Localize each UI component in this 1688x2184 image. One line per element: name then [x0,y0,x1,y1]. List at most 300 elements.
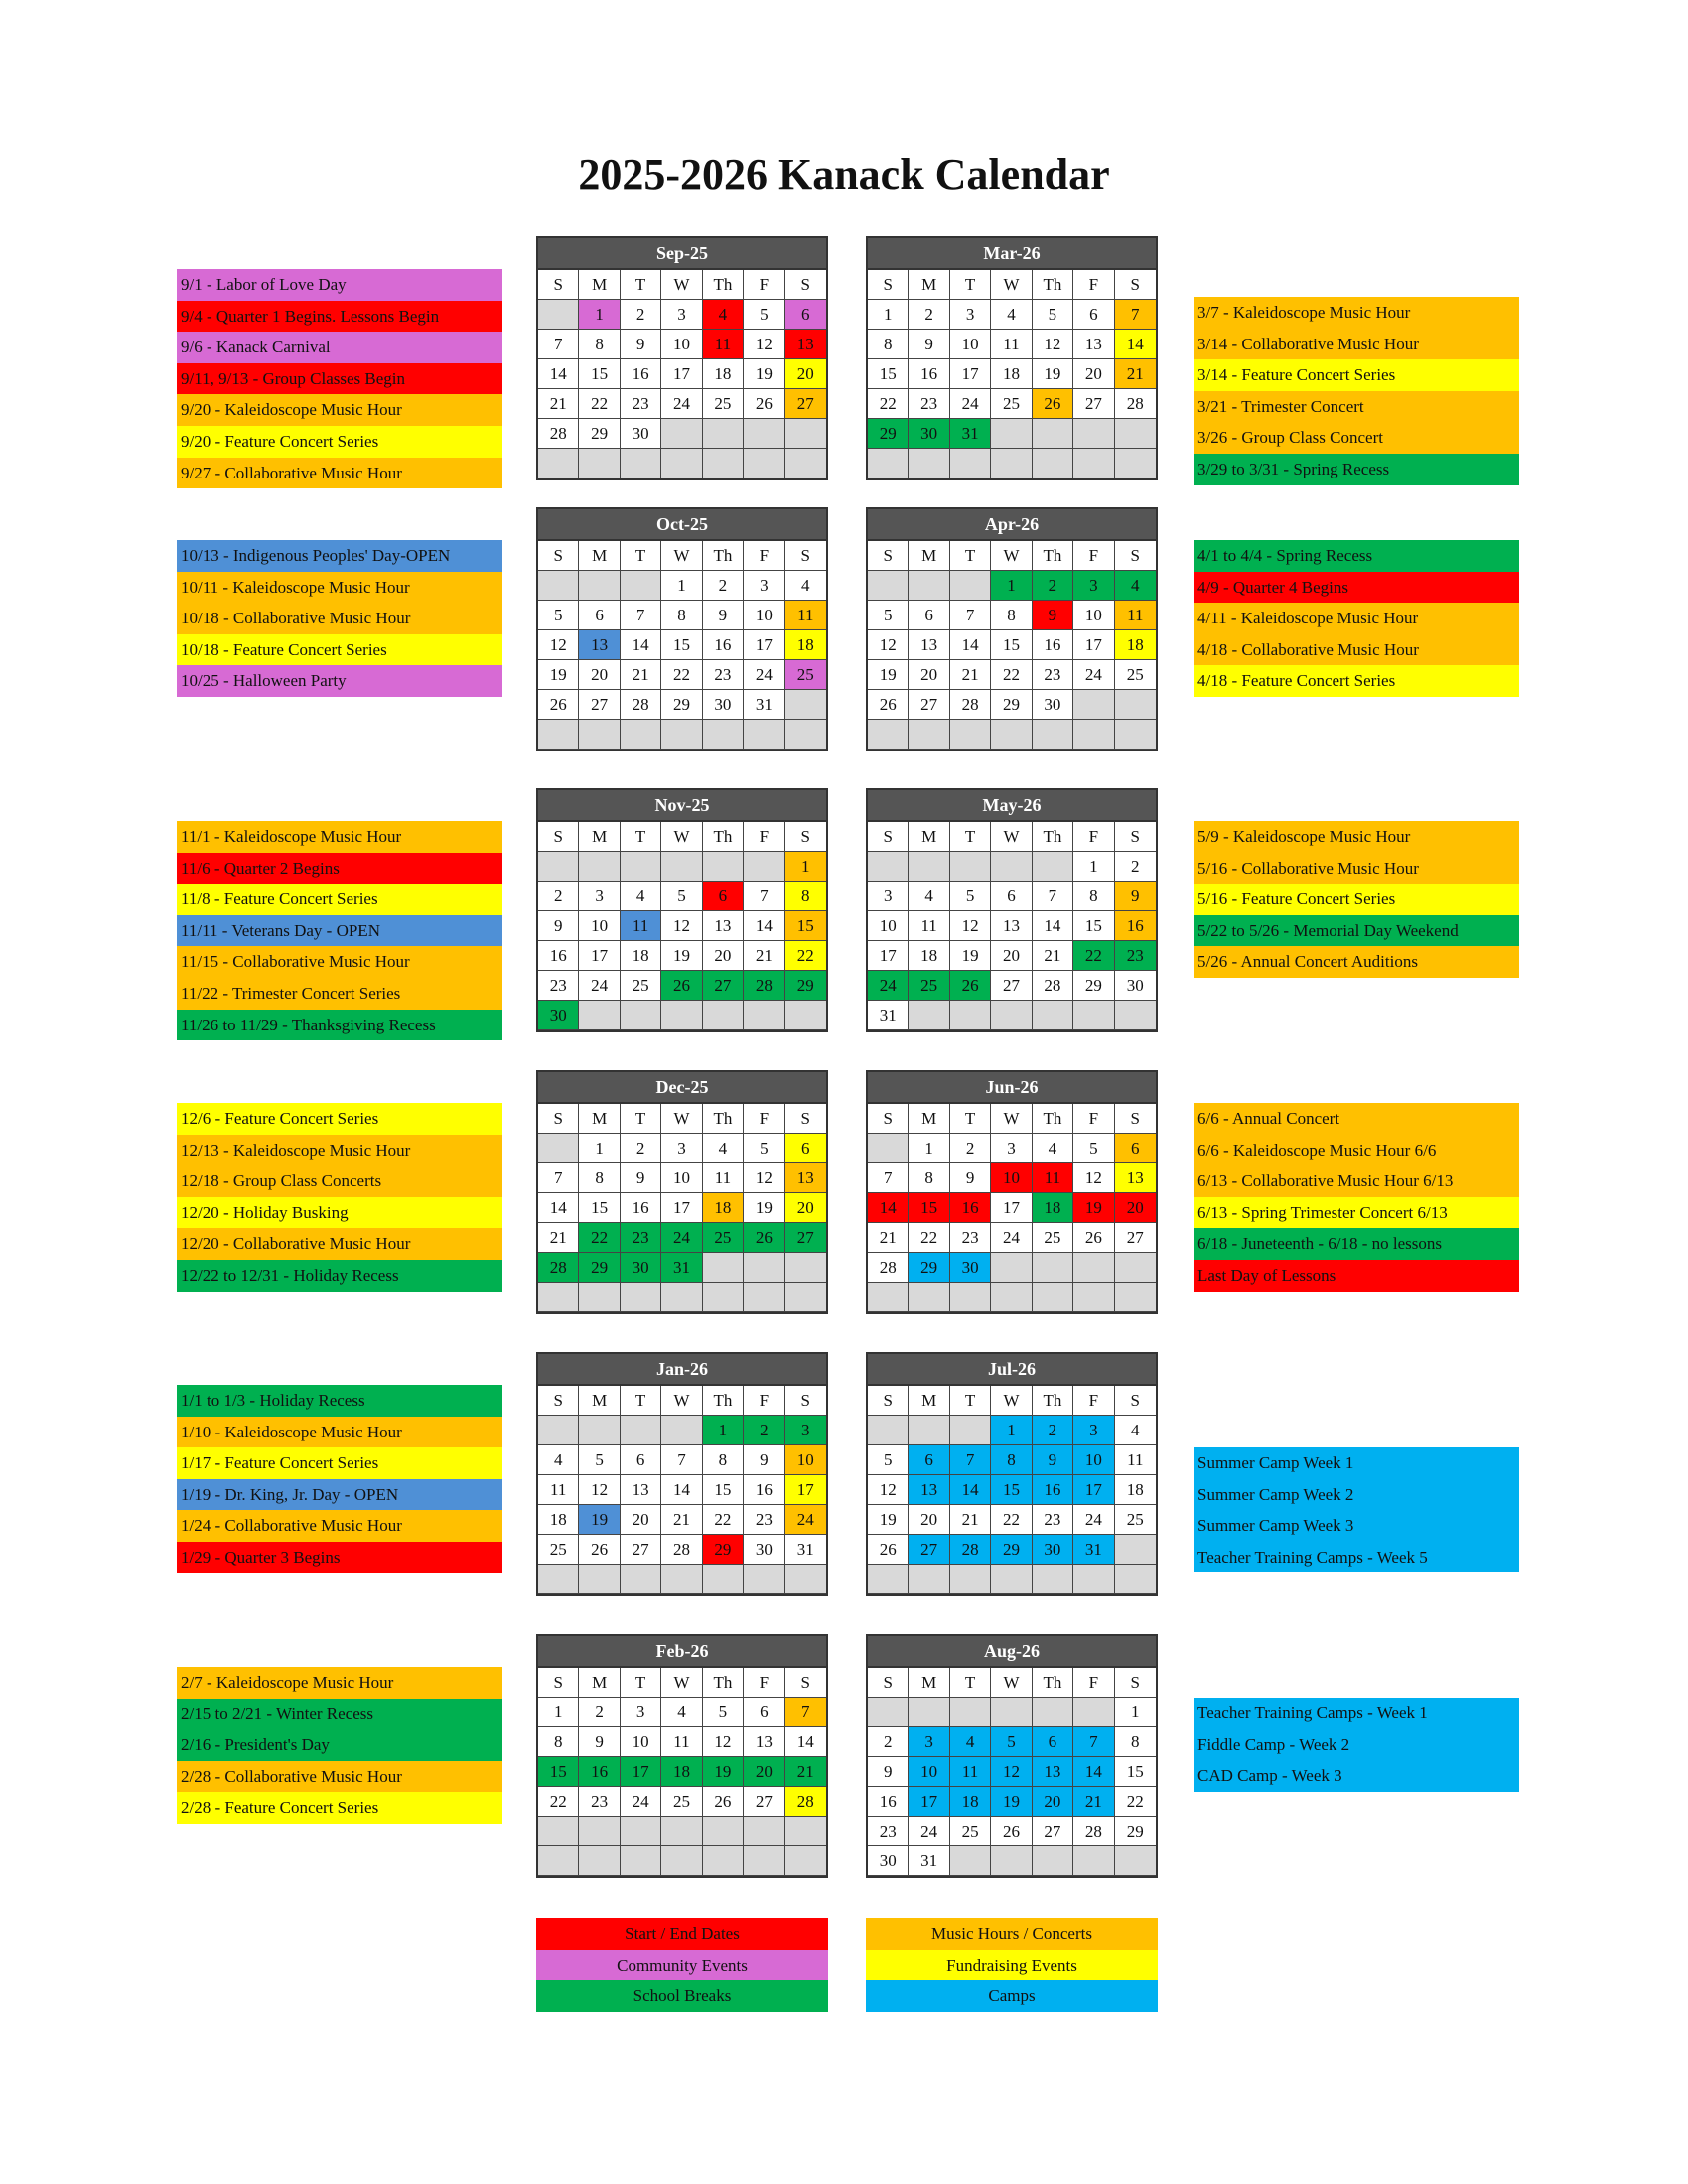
day-cell: 14 [950,1475,991,1505]
day-cell: 31 [909,1846,949,1876]
empty-cell [538,449,579,478]
day-cell: 2 [1033,1416,1073,1445]
day-cell: 10 [1073,601,1114,630]
events-list-jan [177,1385,502,1573]
legend-item: Music Hours / Concerts [866,1918,1158,1950]
day-cell: 25 [703,389,744,419]
day-cell: 26 [538,690,579,720]
month-grid [538,1104,826,1312]
empty-cell [785,1253,826,1283]
month-calendar-dec-25 [536,1070,828,1314]
day-cell: 19 [744,359,784,389]
event-item: 5/22 to 5/26 - Memorial Day Weekend [1194,915,1519,947]
day-cell: 18 [909,941,949,971]
empty-cell [538,1283,579,1312]
day-cell: 13 [1115,1163,1156,1193]
day-cell: 26 [703,1787,744,1817]
events-list-jun [1194,1103,1519,1292]
day-cell: 15 [991,630,1032,660]
weekday-header: W [661,541,702,571]
day-cell: 15 [579,359,620,389]
day-cell: 6 [579,601,620,630]
day-cell: 22 [909,1223,949,1253]
day-cell: 24 [785,1505,826,1535]
day-cell: 3 [785,1416,826,1445]
day-cell: 15 [991,1475,1032,1505]
day-cell: 6 [744,1698,784,1727]
empty-cell [703,1565,744,1594]
day-cell: 11 [950,1757,991,1787]
day-cell: 7 [538,1163,579,1193]
day-cell: 17 [868,941,909,971]
empty-cell [1073,1698,1114,1727]
weekday-header: W [991,1668,1032,1698]
day-cell: 17 [621,1757,661,1787]
event-item: Teacher Training Camps - Week 1 [1194,1698,1519,1729]
empty-cell [744,1565,784,1594]
day-cell: 18 [621,941,661,971]
weekday-header: S [538,541,579,571]
legend-item: Camps [866,1980,1158,2012]
legend-left [536,1918,828,2012]
day-cell: 2 [744,1416,784,1445]
day-cell: 5 [538,601,579,630]
day-cell: 2 [579,1698,620,1727]
empty-cell [661,720,702,750]
event-item: 2/15 to 2/21 - Winter Recess [177,1699,502,1730]
empty-cell [703,1846,744,1876]
day-cell: 11 [538,1475,579,1505]
empty-cell [703,1001,744,1030]
day-cell: 25 [621,971,661,1001]
day-cell: 2 [703,571,744,601]
empty-cell [538,1565,579,1594]
weekday-header: M [579,270,620,300]
day-cell: 15 [538,1757,579,1787]
day-cell: 20 [991,941,1032,971]
empty-cell [909,852,949,882]
day-cell: 2 [1115,852,1156,882]
events-list-aug [1194,1698,1519,1792]
day-cell: 16 [579,1757,620,1787]
day-cell: 12 [991,1757,1032,1787]
empty-cell [1073,1001,1114,1030]
day-cell: 11 [661,1727,702,1757]
day-cell: 8 [1115,1727,1156,1757]
weekday-header: F [744,1104,784,1134]
day-cell: 3 [579,882,620,911]
day-cell: 11 [621,911,661,941]
day-cell: 20 [579,660,620,690]
event-item: 6/6 - Kaleidoscope Music Hour 6/6 [1194,1135,1519,1166]
day-cell: 25 [950,1817,991,1846]
empty-cell [703,720,744,750]
empty-cell [950,1283,991,1312]
empty-cell [744,419,784,449]
empty-cell [1115,1283,1156,1312]
day-cell: 22 [991,660,1032,690]
page-title: 2025-2026 Kanack Calendar [578,150,1110,199]
event-item: 11/22 - Trimester Concert Series [177,978,502,1010]
weekday-header: S [868,1386,909,1416]
day-cell: 10 [744,601,784,630]
empty-cell [579,571,620,601]
empty-cell [661,1416,702,1445]
empty-cell [621,852,661,882]
day-cell: 8 [703,1445,744,1475]
day-cell: 15 [703,1475,744,1505]
event-item: 5/16 - Feature Concert Series [1194,884,1519,915]
empty-cell [1073,449,1114,478]
empty-cell [621,1283,661,1312]
day-cell: 24 [579,971,620,1001]
day-cell: 12 [744,330,784,359]
day-cell: 1 [991,571,1032,601]
day-cell: 2 [868,1727,909,1757]
day-cell: 25 [991,389,1032,419]
empty-cell [868,571,909,601]
day-cell: 15 [785,911,826,941]
weekday-header: W [991,1386,1032,1416]
day-cell: 13 [1073,330,1114,359]
day-cell: 2 [621,300,661,330]
empty-cell [991,1001,1032,1030]
day-cell: 14 [950,630,991,660]
day-cell: 26 [661,971,702,1001]
event-item: 9/20 - Feature Concert Series [177,426,502,458]
weekday-header: F [1073,1668,1114,1698]
day-cell: 12 [538,630,579,660]
event-item: 5/9 - Kaleidoscope Music Hour [1194,821,1519,853]
day-cell: 19 [703,1757,744,1787]
event-item: 5/26 - Annual Concert Auditions [1194,946,1519,978]
day-cell: 19 [744,1193,784,1223]
month-grid [868,1386,1156,1594]
month-calendar-apr-26 [866,507,1158,751]
weekday-header: S [1115,822,1156,852]
day-cell: 6 [909,1445,949,1475]
empty-cell [950,1416,991,1445]
day-cell: 14 [1033,911,1073,941]
event-item: 3/14 - Collaborative Music Hour [1194,329,1519,360]
day-cell: 22 [538,1787,579,1817]
empty-cell [1115,1846,1156,1876]
empty-cell [1115,449,1156,478]
day-cell: 8 [661,601,702,630]
day-cell: 23 [950,1223,991,1253]
day-cell: 7 [744,882,784,911]
day-cell: 22 [703,1505,744,1535]
empty-cell [579,1001,620,1030]
empty-cell [909,1416,949,1445]
day-cell: 29 [868,419,909,449]
day-cell: 20 [785,359,826,389]
weekday-header: S [538,1104,579,1134]
day-cell: 30 [950,1253,991,1283]
empty-cell [909,720,949,750]
empty-cell [538,1416,579,1445]
event-item: 1/10 - Kaleidoscope Music Hour [177,1417,502,1448]
day-cell: 13 [991,911,1032,941]
day-cell: 30 [703,690,744,720]
weekday-header: T [950,1386,991,1416]
month-calendar-mar-26 [866,236,1158,480]
empty-cell [1115,720,1156,750]
events-list-mar [1194,297,1519,485]
day-cell: 5 [744,300,784,330]
day-cell: 5 [744,1134,784,1163]
day-cell: 9 [1033,1445,1073,1475]
day-cell: 19 [1033,359,1073,389]
day-cell: 6 [1033,1727,1073,1757]
month-calendar-may-26 [866,788,1158,1032]
day-cell: 13 [703,911,744,941]
empty-cell [744,1846,784,1876]
day-cell: 27 [991,971,1032,1001]
day-cell: 20 [1073,359,1114,389]
empty-cell [1115,1253,1156,1283]
day-cell: 22 [868,389,909,419]
events-list-jul [1194,1447,1519,1572]
day-cell: 6 [1115,1134,1156,1163]
empty-cell [744,852,784,882]
empty-cell [1033,1846,1073,1876]
weekday-header: S [785,1386,826,1416]
day-cell: 23 [1033,1505,1073,1535]
empty-cell [1033,1253,1073,1283]
weekday-header: W [991,1104,1032,1134]
day-cell: 29 [579,419,620,449]
day-cell: 1 [579,300,620,330]
weekday-header: T [950,1104,991,1134]
event-item: 11/1 - Kaleidoscope Music Hour [177,821,502,853]
empty-cell [744,1001,784,1030]
day-cell: 12 [950,911,991,941]
empty-cell [1115,690,1156,720]
day-cell: 12 [744,1163,784,1193]
empty-cell [661,1817,702,1846]
empty-cell [991,419,1032,449]
empty-cell [1073,1565,1114,1594]
day-cell: 18 [1115,1475,1156,1505]
day-cell: 25 [1115,1505,1156,1535]
weekday-header: S [868,1668,909,1698]
day-cell: 1 [703,1416,744,1445]
month-title: Jun-26 [868,1072,1156,1104]
empty-cell [785,449,826,478]
weekday-header: W [661,1104,702,1134]
day-cell: 13 [785,330,826,359]
weekday-header: S [785,1104,826,1134]
day-cell: 21 [1073,1787,1114,1817]
month-grid [868,270,1156,478]
empty-cell [538,1817,579,1846]
event-item: 6/13 - Collaborative Music Hour 6/13 [1194,1165,1519,1197]
day-cell: 3 [950,300,991,330]
empty-cell [703,419,744,449]
month-title: Nov-25 [538,790,826,822]
day-cell: 19 [868,1505,909,1535]
weekday-header: T [950,822,991,852]
event-item: Teacher Training Camps - Week 5 [1194,1542,1519,1573]
day-cell: 1 [785,852,826,882]
weekday-header: Th [1033,541,1073,571]
day-cell: 6 [785,300,826,330]
day-cell: 7 [1115,300,1156,330]
events-list-oct [177,540,502,697]
weekday-header: S [1115,541,1156,571]
day-cell: 6 [991,882,1032,911]
day-cell: 30 [868,1846,909,1876]
event-item: 5/16 - Collaborative Music Hour [1194,853,1519,885]
empty-cell [868,1565,909,1594]
day-cell: 14 [1115,330,1156,359]
day-cell: 21 [621,660,661,690]
event-item: 11/11 - Veterans Day - OPEN [177,915,502,947]
day-cell: 19 [950,941,991,971]
day-cell: 17 [579,941,620,971]
day-cell: 4 [950,1727,991,1757]
event-item: 3/14 - Feature Concert Series [1194,359,1519,391]
weekday-header: Th [703,270,744,300]
day-cell: 7 [868,1163,909,1193]
empty-cell [744,449,784,478]
day-cell: 12 [1033,330,1073,359]
day-cell: 10 [868,911,909,941]
day-cell: 21 [538,389,579,419]
empty-cell [621,720,661,750]
month-calendar-feb-26 [536,1634,828,1878]
day-cell: 20 [621,1505,661,1535]
day-cell: 29 [703,1535,744,1565]
weekday-header: S [785,541,826,571]
day-cell: 4 [538,1445,579,1475]
day-cell: 26 [1073,1223,1114,1253]
weekday-header: S [868,1104,909,1134]
day-cell: 6 [1073,300,1114,330]
day-cell: 26 [744,389,784,419]
day-cell: 11 [1115,1445,1156,1475]
day-cell: 2 [909,300,949,330]
weekday-header: T [621,270,661,300]
weekday-header: F [1073,1386,1114,1416]
event-item: CAD Camp - Week 3 [1194,1760,1519,1792]
day-cell: 3 [744,571,784,601]
day-cell: 1 [661,571,702,601]
day-cell: 21 [950,660,991,690]
day-cell: 25 [909,971,949,1001]
day-cell: 31 [744,690,784,720]
day-cell: 13 [785,1163,826,1193]
empty-cell [1073,690,1114,720]
empty-cell [1033,419,1073,449]
day-cell: 14 [538,1193,579,1223]
empty-cell [785,720,826,750]
day-cell: 30 [909,419,949,449]
day-cell: 22 [1073,941,1114,971]
day-cell: 18 [703,1193,744,1223]
day-cell: 15 [868,359,909,389]
day-cell: 28 [785,1787,826,1817]
day-cell: 1 [1073,852,1114,882]
empty-cell [703,1283,744,1312]
day-cell: 9 [703,601,744,630]
day-cell: 18 [950,1787,991,1817]
empty-cell [950,1698,991,1727]
day-cell: 1 [1115,1698,1156,1727]
empty-cell [868,1698,909,1727]
day-cell: 21 [868,1223,909,1253]
day-cell: 16 [1033,1475,1073,1505]
weekday-header: W [661,270,702,300]
day-cell: 20 [1033,1787,1073,1817]
empty-cell [991,1283,1032,1312]
day-cell: 2 [950,1134,991,1163]
day-cell: 11 [1033,1163,1073,1193]
event-item: 10/13 - Indigenous Peoples' Day-OPEN [177,540,502,572]
weekday-header: S [1115,1104,1156,1134]
day-cell: 9 [621,330,661,359]
day-cell: 27 [785,1223,826,1253]
weekday-header: W [991,822,1032,852]
empty-cell [868,449,909,478]
day-cell: 8 [579,330,620,359]
empty-cell [579,720,620,750]
weekday-header: F [744,270,784,300]
empty-cell [1033,1283,1073,1312]
month-grid [868,822,1156,1030]
day-cell: 24 [868,971,909,1001]
day-cell: 9 [909,330,949,359]
weekday-header: F [1073,270,1114,300]
weekday-header: W [991,541,1032,571]
day-cell: 14 [621,630,661,660]
day-cell: 26 [579,1535,620,1565]
day-cell: 18 [785,630,826,660]
empty-cell [950,449,991,478]
day-cell: 17 [909,1787,949,1817]
event-item: 3/26 - Group Class Concert [1194,422,1519,454]
day-cell: 16 [868,1787,909,1817]
day-cell: 22 [785,941,826,971]
day-cell: 9 [744,1445,784,1475]
day-cell: 27 [621,1535,661,1565]
empty-cell [909,1565,949,1594]
day-cell: 3 [1073,571,1114,601]
day-cell: 23 [909,389,949,419]
empty-cell [538,852,579,882]
day-cell: 11 [1115,601,1156,630]
weekday-header: M [909,270,949,300]
event-item: 10/18 - Collaborative Music Hour [177,603,502,634]
day-cell: 11 [703,330,744,359]
day-cell: 12 [1073,1163,1114,1193]
weekday-header: Th [1033,1668,1073,1698]
day-cell: 11 [785,601,826,630]
day-cell: 6 [703,882,744,911]
empty-cell [744,1817,784,1846]
day-cell: 1 [538,1698,579,1727]
month-title: Feb-26 [538,1636,826,1668]
weekday-header: Th [1033,1104,1073,1134]
day-cell: 28 [868,1253,909,1283]
empty-cell [991,1846,1032,1876]
day-cell: 4 [909,882,949,911]
weekday-header: S [538,822,579,852]
empty-cell [991,852,1032,882]
day-cell: 4 [785,571,826,601]
day-cell: 28 [950,1535,991,1565]
